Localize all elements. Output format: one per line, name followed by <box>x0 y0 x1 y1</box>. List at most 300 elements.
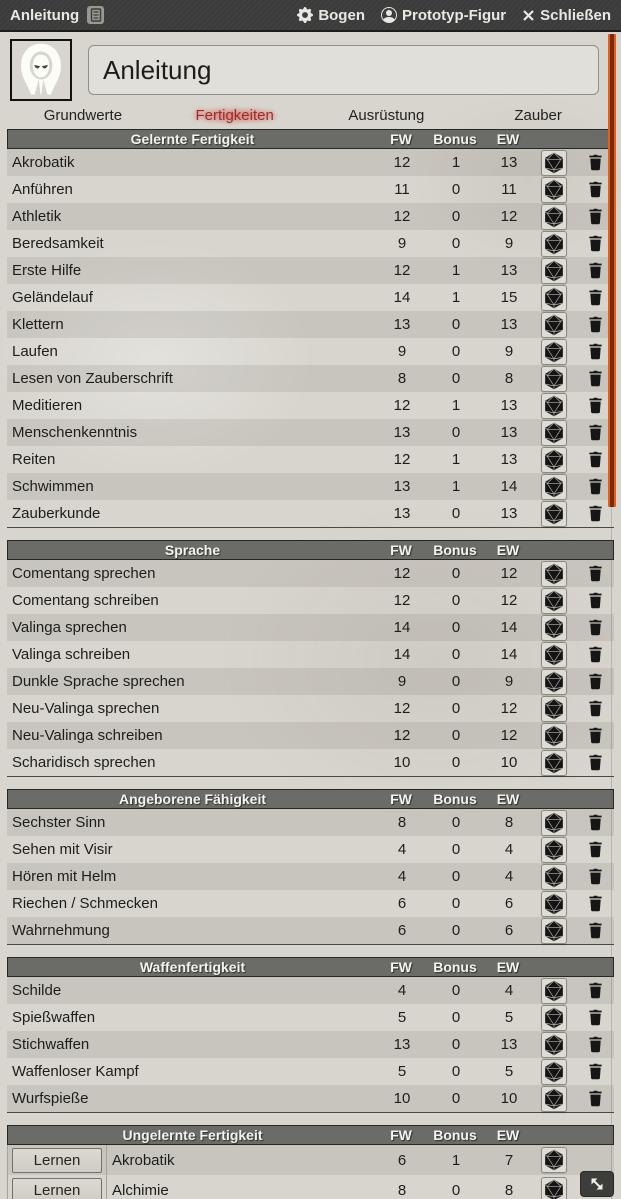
d20-dice-icon <box>543 1179 565 1199</box>
skill-fw-value: 13 <box>393 316 411 333</box>
skill-ew-value: 7 <box>504 1151 514 1169</box>
skill-fw-value: 5 <box>397 1009 407 1026</box>
d20-dice-icon <box>543 341 565 363</box>
column-header-ew: EW <box>496 542 520 558</box>
roll-dice-button[interactable] <box>541 750 567 776</box>
skill-bonus-value: 0 <box>451 316 461 333</box>
d20-dice-icon <box>543 698 565 720</box>
skill-name: Comentang schreiben <box>12 592 159 609</box>
trash-icon <box>588 592 603 609</box>
skill-name: Dunkle Sprache sprechen <box>12 673 185 690</box>
roll-dice-button[interactable] <box>541 420 567 446</box>
trash-icon <box>588 397 603 414</box>
actions-cell <box>576 587 614 614</box>
d20-dice-icon <box>543 1088 565 1110</box>
skill-bonus-value: 0 <box>451 1009 461 1026</box>
learn-cell <box>7 1175 107 1199</box>
roll-dice-button[interactable] <box>541 837 567 863</box>
skill-fw-value: 8 <box>397 814 407 831</box>
skill-row <box>7 284 614 311</box>
skill-row <box>7 1031 614 1058</box>
skill-ew-value: 10 <box>500 1090 518 1107</box>
skill-name: Neu-Valinga schreiben <box>12 727 163 744</box>
roll-dice-button[interactable] <box>541 864 567 890</box>
skill-ew-value: 13 <box>500 397 518 414</box>
skill-fw-value: 13 <box>393 424 411 441</box>
delete-skill-button[interactable] <box>588 478 603 495</box>
tab-grundwerte[interactable] <box>7 107 159 124</box>
skill-ew-value: 9 <box>504 673 514 690</box>
delete-skill-button[interactable] <box>588 814 603 831</box>
gear-icon <box>297 7 313 23</box>
dice-cell <box>532 890 576 917</box>
roll-dice-button[interactable] <box>541 447 567 473</box>
skill-fw-value: 5 <box>397 1063 407 1080</box>
dice-cell <box>532 722 576 749</box>
actions-cell <box>576 1004 614 1031</box>
skill-bonus-value: 0 <box>451 646 461 663</box>
trash-icon <box>588 370 603 387</box>
roll-dice-button[interactable] <box>541 1032 567 1058</box>
skill-bonus-value: 0 <box>451 982 461 999</box>
skill-name: Riechen / Schmecken <box>12 895 158 912</box>
dice-cell <box>532 149 576 176</box>
roll-dice-button[interactable] <box>541 978 567 1004</box>
skill-fw-value: 4 <box>397 982 407 999</box>
skill-fw-value: 13 <box>393 505 411 522</box>
skill-bonus-value: 1 <box>451 451 461 468</box>
delete-skill-button[interactable] <box>588 895 603 912</box>
table-gelernte-fertigkeit <box>7 129 614 528</box>
actions-cell <box>576 917 614 944</box>
roll-dice-button[interactable] <box>541 393 567 419</box>
skill-ew-value: 8 <box>504 370 514 387</box>
roll-dice-button[interactable] <box>541 1005 567 1031</box>
skill-name: Menschenkenntnis <box>12 424 138 441</box>
column-header-bonus: Bonus <box>433 131 477 147</box>
skill-name: Valinga schreiben <box>12 646 131 663</box>
tab-label: Ausrüstung <box>348 106 425 124</box>
actions-cell <box>576 809 614 836</box>
dice-cell <box>532 863 576 890</box>
roll-dice-button[interactable] <box>541 204 567 230</box>
dice-cell <box>532 668 576 695</box>
skill-bonus-value: 0 <box>451 370 461 387</box>
skill-name: Waffenloser Kampf <box>12 1063 139 1080</box>
roll-dice-button[interactable] <box>541 561 567 587</box>
person-circle-icon <box>381 7 397 23</box>
roll-dice-button[interactable] <box>541 891 567 917</box>
skill-ew-value: 4 <box>504 982 514 999</box>
learn-button[interactable]: Lernen <box>12 1178 102 1199</box>
roll-dice-button[interactable] <box>541 810 567 836</box>
d20-dice-icon <box>543 1061 565 1083</box>
skill-fw-value: 9 <box>397 673 407 690</box>
d20-dice-icon <box>543 287 565 309</box>
column-header-ew: EW <box>496 791 520 807</box>
skill-bonus-value: 0 <box>451 592 461 609</box>
actions-cell <box>576 560 614 587</box>
delete-skill-button[interactable] <box>588 700 603 717</box>
skill-name: Laufen <box>12 343 58 360</box>
trash-icon <box>588 868 603 885</box>
roll-dice-button[interactable] <box>541 150 567 176</box>
window-title: Anleitung <box>10 6 80 24</box>
delete-skill-button[interactable] <box>588 922 603 939</box>
skill-row <box>7 473 614 500</box>
actions-cell <box>576 863 614 890</box>
d20-dice-icon <box>543 503 565 525</box>
skill-ew-value: 5 <box>504 1063 514 1080</box>
trash-icon <box>588 1009 603 1026</box>
delete-skill-button[interactable] <box>588 982 603 999</box>
skill-row <box>7 560 614 587</box>
skill-row <box>7 1085 614 1112</box>
skill-name: Schwimmen <box>12 478 94 495</box>
dice-cell <box>532 809 576 836</box>
skill-ew-value: 5 <box>504 1009 514 1026</box>
skill-fw-value: 11 <box>394 181 410 198</box>
delete-skill-button[interactable] <box>588 1063 603 1080</box>
d20-dice-icon <box>543 206 565 228</box>
skill-row <box>7 1004 614 1031</box>
tab-label: Grundwerte <box>43 106 123 124</box>
actions-cell <box>576 695 614 722</box>
skill-row <box>7 668 614 695</box>
d20-dice-icon <box>543 644 565 666</box>
delete-skill-button[interactable] <box>588 646 603 663</box>
roll-dice-button[interactable] <box>541 1059 567 1085</box>
roll-dice-button[interactable] <box>541 588 567 614</box>
skill-fw-value: 12 <box>393 565 411 582</box>
avatar[interactable] <box>10 39 72 101</box>
roll-dice-button[interactable] <box>541 696 567 722</box>
delete-skill-button[interactable] <box>588 424 603 441</box>
dice-cell <box>532 587 576 614</box>
delete-skill-button[interactable] <box>588 619 603 636</box>
skill-bonus-value: 1 <box>451 1151 461 1169</box>
roll-dice-button[interactable] <box>541 1086 567 1112</box>
delete-skill-button[interactable] <box>588 565 603 582</box>
d20-dice-icon <box>543 422 565 444</box>
skill-row <box>7 917 614 944</box>
roll-dice-button[interactable] <box>541 669 567 695</box>
dice-cell <box>532 1175 576 1199</box>
dice-cell <box>532 695 576 722</box>
delete-skill-button[interactable] <box>588 841 603 858</box>
skill-name: Lesen von Zauberschrift <box>12 370 173 387</box>
roll-dice-button[interactable] <box>541 501 567 527</box>
dice-cell <box>532 977 576 1004</box>
skill-name: Spießwaffen <box>12 1009 96 1026</box>
d20-dice-icon <box>543 314 565 336</box>
skill-name: Scharidisch sprechen <box>12 754 156 771</box>
table-title: Gelernte Fertigkeit <box>130 131 255 147</box>
roll-dice-button[interactable] <box>541 366 567 392</box>
tab-fertigkeiten[interactable] <box>159 107 311 124</box>
trash-icon <box>588 814 603 831</box>
skill-bonus-value: 0 <box>451 1063 461 1080</box>
roll-dice-button[interactable] <box>541 474 567 500</box>
titlebar <box>0 0 621 32</box>
skill-name: Alchimie <box>112 1181 169 1199</box>
skill-bonus-value: 0 <box>451 727 461 744</box>
skill-ew-value: 15 <box>500 289 518 306</box>
delete-skill-button[interactable] <box>588 673 603 690</box>
skill-ew-value: 8 <box>504 1181 514 1199</box>
prototyp-figur-button[interactable] <box>381 7 506 24</box>
bogen-button[interactable] <box>297 7 365 24</box>
delete-skill-button[interactable] <box>588 868 603 885</box>
skill-row <box>7 890 614 917</box>
skill-name: Schilde <box>12 982 62 999</box>
skill-bonus-value: 1 <box>451 154 461 171</box>
tab-zauber[interactable] <box>462 107 614 124</box>
trash-icon <box>588 700 603 717</box>
character-sheet <box>0 32 621 1199</box>
skill-bonus-value: 0 <box>451 565 461 582</box>
trash-icon <box>588 619 603 636</box>
skill-bonus-value: 0 <box>451 1181 461 1199</box>
delete-skill-button[interactable] <box>588 505 603 522</box>
skill-row <box>7 749 614 776</box>
column-header-ew: EW <box>496 131 520 147</box>
skill-row <box>7 257 614 284</box>
trash-icon <box>588 343 603 360</box>
trash-icon <box>588 154 603 171</box>
skill-row <box>7 365 614 392</box>
tab-ausruestung[interactable] <box>311 107 463 124</box>
skill-bonus-value: 0 <box>451 868 461 885</box>
column-header-ew: EW <box>496 1127 520 1143</box>
skill-fw-value: 12 <box>393 700 411 717</box>
delete-skill-button[interactable] <box>588 754 603 771</box>
roll-dice-button[interactable] <box>541 231 567 257</box>
skill-fw-value: 10 <box>393 754 411 771</box>
skill-ew-value: 13 <box>500 316 518 333</box>
dice-cell <box>532 338 576 365</box>
skill-row <box>7 446 614 473</box>
d20-dice-icon <box>543 725 565 747</box>
trash-icon <box>588 565 603 582</box>
skill-ew-value: 6 <box>504 922 514 939</box>
trash-icon <box>588 673 603 690</box>
delete-skill-button[interactable] <box>588 289 603 306</box>
tab-label: Zauber <box>514 106 562 124</box>
delete-skill-button[interactable] <box>588 1009 603 1026</box>
skill-ew-value: 13 <box>500 424 518 441</box>
skill-name: Athletik <box>12 208 62 225</box>
actions-cell <box>576 890 614 917</box>
delete-skill-button[interactable] <box>588 181 603 198</box>
dice-cell <box>532 641 576 668</box>
delete-skill-button[interactable] <box>588 343 603 360</box>
skill-row <box>7 977 614 1004</box>
d20-dice-icon <box>543 260 565 282</box>
dice-cell <box>532 257 576 284</box>
skill-bonus-value: 0 <box>451 424 461 441</box>
skill-name: Erste Hilfe <box>12 262 82 279</box>
skill-bonus-value: 0 <box>451 841 461 858</box>
skill-fw-value: 12 <box>393 592 411 609</box>
skill-ew-value: 13 <box>500 451 518 468</box>
close-label: Schließen <box>540 6 611 24</box>
skill-bonus-value: 0 <box>451 1036 461 1053</box>
skill-bonus-value: 0 <box>451 754 461 771</box>
trash-icon <box>588 754 603 771</box>
skill-fw-value: 10 <box>393 1090 411 1107</box>
skill-row <box>7 587 614 614</box>
skill-ew-value: 12 <box>500 592 518 609</box>
hooded-figure-icon <box>12 41 70 99</box>
dice-cell <box>532 560 576 587</box>
skill-ew-value: 12 <box>500 700 518 717</box>
skill-row <box>7 338 614 365</box>
skill-ew-value: 8 <box>504 814 514 831</box>
dice-cell <box>532 749 576 776</box>
table-angeborene-faehigkeit <box>7 789 614 945</box>
column-header-fw: FW <box>390 131 412 147</box>
dice-cell <box>532 365 576 392</box>
skill-name: Comentang sprechen <box>12 565 156 582</box>
column-header-bonus: Bonus <box>433 542 477 558</box>
table-header <box>7 789 614 809</box>
skill-fw-value: 9 <box>397 235 407 252</box>
skill-fw-value: 12 <box>393 208 411 225</box>
skill-fw-value: 4 <box>397 841 407 858</box>
skill-name: Wahrnehmung <box>12 922 110 939</box>
actions-cell <box>576 668 614 695</box>
dice-cell <box>532 284 576 311</box>
table-title: Ungelernte Fertigkeit <box>122 1127 263 1143</box>
skill-row <box>7 722 614 749</box>
skill-name: Akrobatik <box>112 1151 175 1169</box>
delete-skill-button[interactable] <box>588 235 603 252</box>
tab-label: Fertigkeiten <box>187 106 281 125</box>
trash-icon <box>588 262 603 279</box>
d20-dice-icon <box>543 1034 565 1056</box>
skill-bonus-value: 0 <box>451 1090 461 1107</box>
skill-bonus-value: 0 <box>451 181 461 198</box>
trash-icon <box>588 451 603 468</box>
actions-cell <box>576 977 614 1004</box>
character-name-input[interactable] <box>88 45 599 95</box>
skill-ew-value: 11 <box>501 181 517 198</box>
skill-name: Klettern <box>12 316 64 333</box>
roll-dice-button[interactable] <box>541 642 567 668</box>
roll-dice-button[interactable] <box>541 615 567 641</box>
skill-bonus-value: 1 <box>451 478 461 495</box>
roll-dice-button[interactable] <box>541 312 567 338</box>
scrollbar-thumb[interactable] <box>608 34 616 507</box>
skill-bonus-value: 0 <box>451 814 461 831</box>
delete-skill-button[interactable] <box>588 208 603 225</box>
d20-dice-icon <box>543 866 565 888</box>
skill-row <box>7 614 614 641</box>
actions-cell <box>576 836 614 863</box>
skill-row <box>7 311 614 338</box>
skill-fw-value: 12 <box>393 262 411 279</box>
delete-skill-button[interactable] <box>588 592 603 609</box>
skill-fw-value: 8 <box>397 1181 407 1199</box>
dice-cell <box>532 446 576 473</box>
skill-tables <box>7 129 614 1199</box>
skill-row <box>7 203 614 230</box>
skill-name: Valinga sprechen <box>12 619 127 636</box>
d20-dice-icon <box>543 1007 565 1029</box>
roll-dice-button[interactable] <box>541 339 567 365</box>
skill-row <box>7 392 614 419</box>
roll-dice-button[interactable] <box>541 1147 567 1173</box>
trash-icon <box>588 982 603 999</box>
roll-dice-button[interactable] <box>541 918 567 944</box>
d20-dice-icon <box>543 1149 565 1171</box>
roll-dice-button[interactable] <box>541 723 567 749</box>
delete-skill-button[interactable] <box>588 1090 603 1107</box>
dice-cell <box>532 203 576 230</box>
delete-skill-button[interactable] <box>588 1036 603 1053</box>
skill-bonus-value: 1 <box>451 262 461 279</box>
delete-skill-button[interactable] <box>588 262 603 279</box>
delete-skill-button[interactable] <box>588 397 603 414</box>
skill-fw-value: 9 <box>397 343 407 360</box>
actions-cell <box>576 1058 614 1085</box>
skill-name: Sehen mit Visir <box>12 841 113 858</box>
delete-skill-button[interactable] <box>588 370 603 387</box>
trash-icon <box>588 727 603 744</box>
skill-name: Akrobatik <box>12 154 75 171</box>
learn-button[interactable]: Lernen <box>12 1148 102 1173</box>
skill-row <box>7 809 614 836</box>
skill-bonus-value: 0 <box>451 235 461 252</box>
skill-row <box>7 419 614 446</box>
trash-icon <box>588 922 603 939</box>
trash-icon <box>588 1090 603 1107</box>
skill-ew-value: 10 <box>500 754 518 771</box>
delete-skill-button[interactable] <box>588 727 603 744</box>
roll-dice-button[interactable] <box>541 258 567 284</box>
d20-dice-icon <box>543 563 565 585</box>
skill-ew-value: 12 <box>500 208 518 225</box>
d20-dice-icon <box>543 476 565 498</box>
skill-bonus-value: 0 <box>451 505 461 522</box>
trash-icon <box>588 181 603 198</box>
skill-name: Zauberkunde <box>12 505 101 522</box>
skill-row <box>7 1175 614 1199</box>
table-title: Sprache <box>164 542 221 558</box>
roll-dice-button[interactable] <box>541 285 567 311</box>
dice-cell <box>532 1145 576 1175</box>
table-ungelernte-fertigkeit <box>7 1125 614 1199</box>
roll-dice-button[interactable] <box>541 177 567 203</box>
resize-button[interactable] <box>580 1171 614 1197</box>
delete-skill-button[interactable] <box>588 451 603 468</box>
d20-dice-icon <box>543 590 565 612</box>
skill-bonus-value: 0 <box>451 922 461 939</box>
delete-skill-button[interactable] <box>588 316 603 333</box>
column-header-bonus: Bonus <box>433 959 477 975</box>
d20-dice-icon <box>543 920 565 942</box>
trash-icon <box>588 424 603 441</box>
skill-name: Anführen <box>12 181 73 198</box>
skill-fw-value: 12 <box>393 397 411 414</box>
delete-skill-button[interactable] <box>588 154 603 171</box>
column-header-fw: FW <box>390 542 412 558</box>
roll-dice-button[interactable] <box>541 1177 567 1199</box>
close-button[interactable] <box>522 7 611 24</box>
trash-icon <box>588 505 603 522</box>
trash-icon <box>588 895 603 912</box>
